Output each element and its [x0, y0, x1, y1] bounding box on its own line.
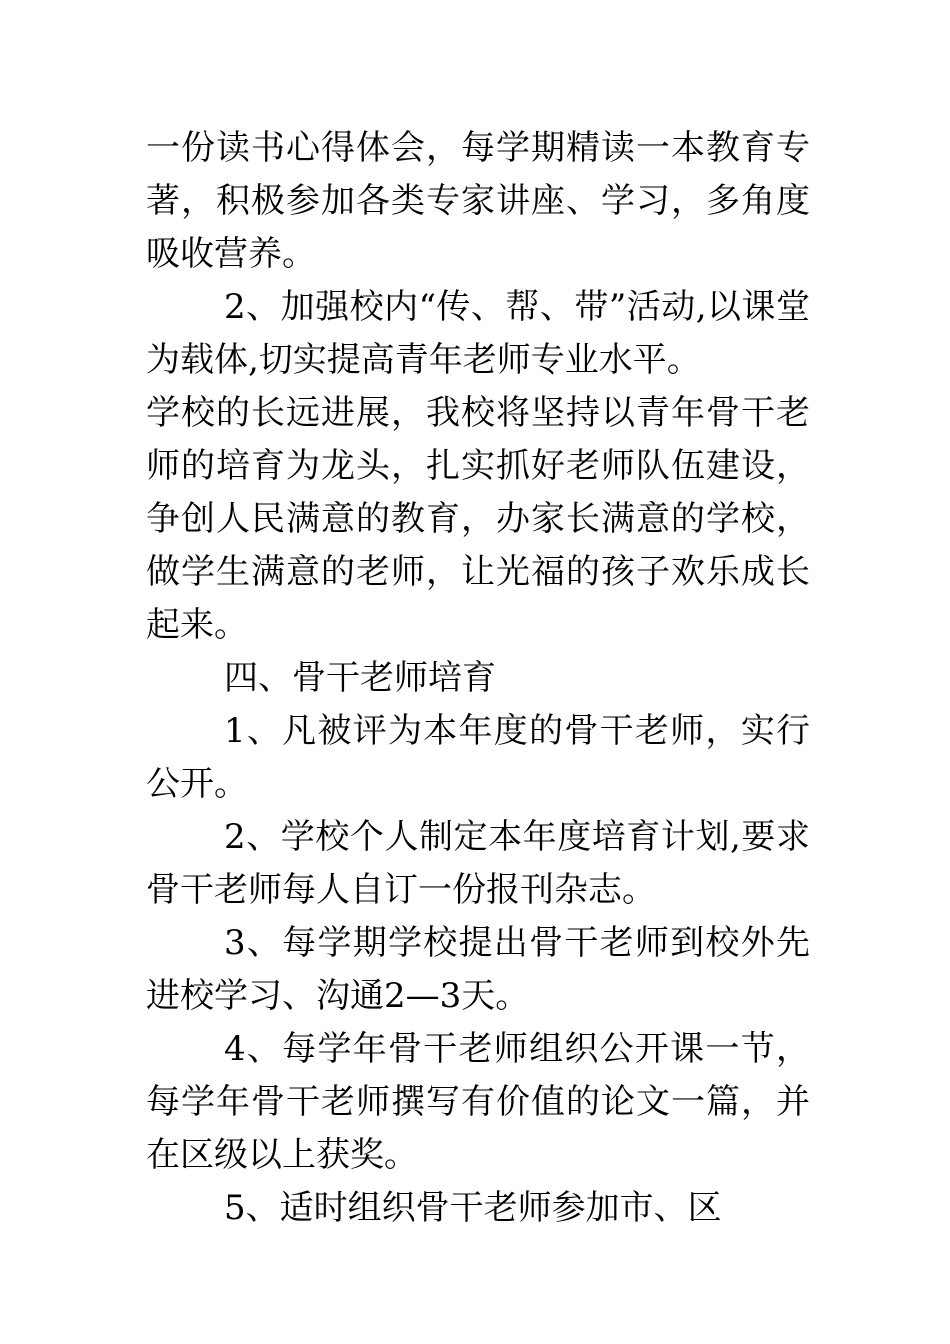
paragraph-item-2-mentoring: 2、加强校内“传、帮、带”活动,以课堂为载体,切实提高青年老师专业水平。	[146, 287, 810, 380]
paragraph-item-3-study-visit: 3、每学期学校提出骨干老师到校外先进校学习、沟通2—3天。	[146, 923, 810, 1016]
paragraph-school-development: 学校的长远进展，我校将坚持以青年骨干老师的培育为龙头，扎实抓好老师队伍建设，争创人民满意的教育，办家长满意的学校，做学生满意的老师，让光福的孩子欢乐成长起来。	[146, 393, 810, 645]
section-heading-backbone-teachers: 四、骨干老师培育	[224, 658, 496, 698]
paragraph-item-1-public: 1、凡被评为本年度的骨干老师，实行公开。	[146, 711, 810, 804]
paragraph-item-5-activities: 5、适时组织骨干老师参加市、区	[224, 1188, 722, 1228]
paragraph-reading-notes: 一份读书心得体会，每学期精读一本教育专著，积极参加各类专家讲座、学习，多角度吸收营养。	[146, 128, 810, 274]
paragraph-item-2-training-plan: 2、学校个人制定本年度培育计划,要求骨干老师每人自订一份报刊杂志。	[146, 817, 810, 910]
document-page	[146, 122, 810, 1235]
paragraph-item-4-open-class: 4、每学年骨干老师组织公开课一节，每学年骨干老师撰写有价值的论文一篇，并在区级以上获奖。	[146, 1029, 810, 1175]
